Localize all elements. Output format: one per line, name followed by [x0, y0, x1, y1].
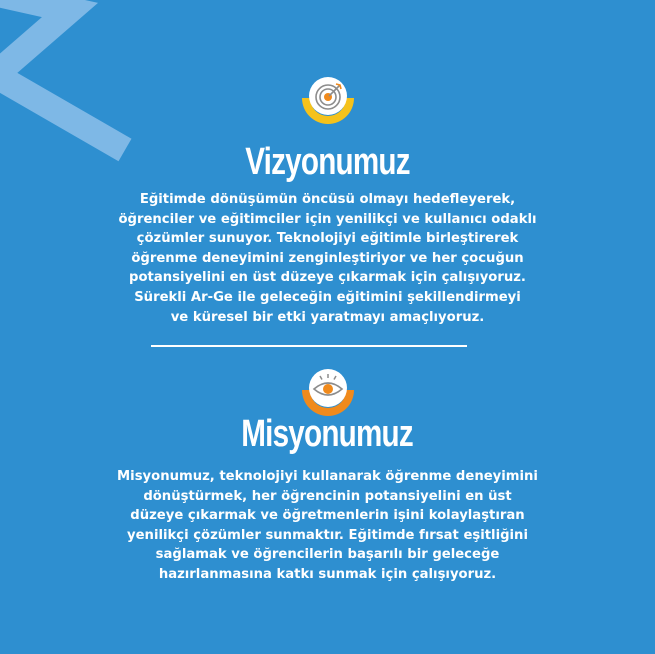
mission-section [0, 414, 655, 454]
vision-body [0, 190, 655, 327]
mission-line: yenilikçi çözümler sunmaktır. Eğitimde fırsat eşitliğini [127, 527, 528, 543]
vision-line: Eğitimde dönüşümün öncüsü olmayı hedefleyerek, [139, 192, 516, 207]
vision-line: öğrenciler ve eğitimciler için yenilikçi ve kullanıcı odaklı [118, 211, 537, 227]
vision-line: çözümler sunuyor. Teknolojiyi eğitimle birleştirerek [136, 231, 519, 247]
mission-body [0, 467, 655, 585]
vision-line: öğrenme deneyimini zenginleştiriyor ve her çocuğun [131, 250, 524, 266]
section-divider [151, 345, 467, 347]
vision-section [0, 142, 655, 182]
mission-line: düzeye çıkarmak ve öğretmenlerin işini kolaylaştıran [130, 508, 525, 524]
mission-line: Misyonumuz, teknolojiyi kullanarak öğrenme deneyimini [117, 469, 538, 484]
vision-line: potansiyelini en üst düzeye çıkarmak için çalışıyoruz. [129, 270, 526, 286]
vision-line: Sürekli Ar-Ge ile geleceğin eğitimini şekillendirmeyi [134, 289, 521, 305]
mission-line: dönüştürmek, her öğrencinin potansiyelini en üst [143, 488, 512, 504]
vision-title: Vizyonumuz [245, 141, 410, 183]
mission-title: Misyonumuz [241, 413, 414, 455]
target-icon [298, 72, 358, 132]
mission-line: sağlamak ve öğrencilerin başarılı bir geleceğe [155, 547, 500, 563]
mission-line: hazırlanmasına katkı sunmak için çalışıyoruz. [158, 566, 497, 582]
vision-line: ve küresel bir etki yaratmayı amaçlıyoruz. [170, 309, 485, 325]
